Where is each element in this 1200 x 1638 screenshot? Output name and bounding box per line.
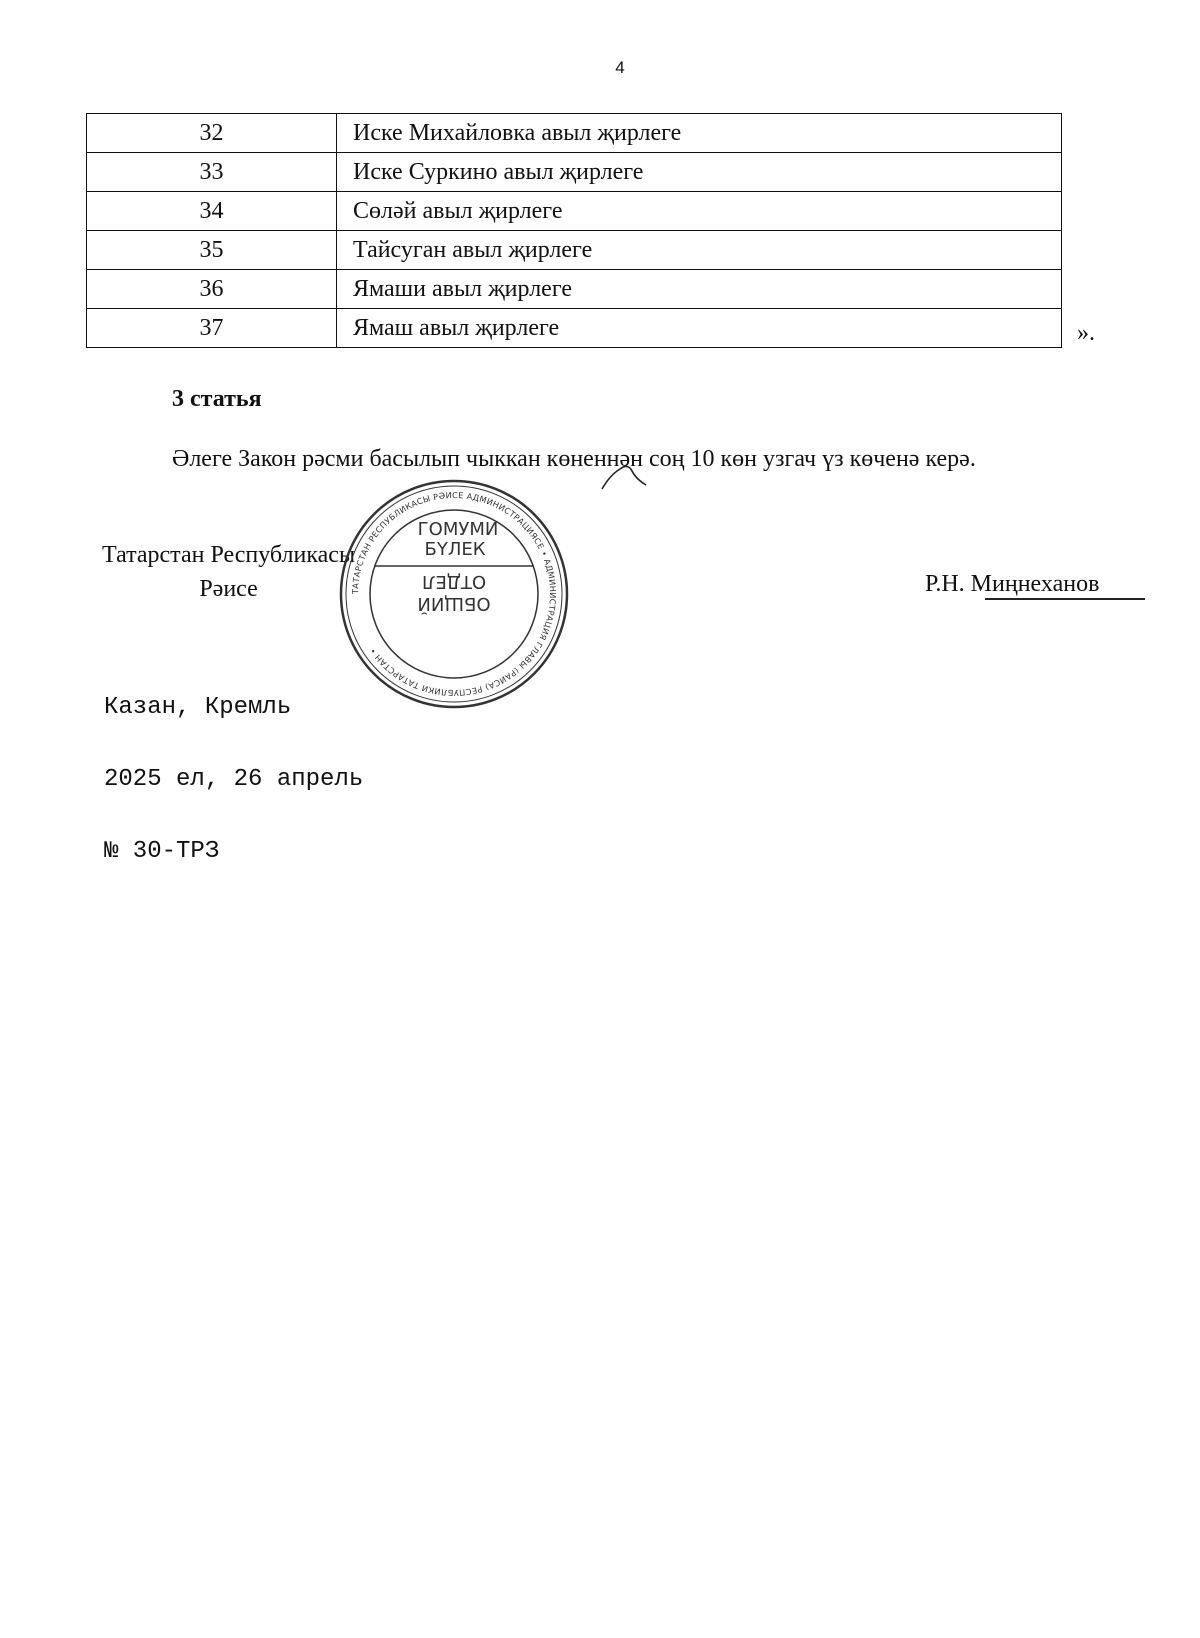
signature-underline [985,598,1145,600]
stamp-line-otdel: ОТДЕЛ [421,571,487,592]
date-line: 2025 ел, 26 апрель [104,766,364,793]
table-row [87,270,1062,309]
table-cell-settlement-name: Ямаш авыл җирлеге [337,309,1062,348]
table-cell-number: 32 [87,114,337,153]
stamp-line-bulek: БҮЛЕК [424,539,486,560]
table-row [87,153,1062,192]
stamp-line-obshchiy: ОБЩИЙ [417,593,491,614]
stamp-line-gomumi: ГОМУМИ [417,519,499,540]
stamp-outer-text: ТАТАРСТАН РЕСПУБЛИКАСЫ РӘИСЕ АДМИНИСТРАЦИЯСЕ • АДМИНИСТРАЦИЯ ГЛАВЫ (РАИСА) РЕСПУБЛИКИ ТАТАРСТАН • [349,489,559,699]
signer-title-line1: Татарстан Республикасы [102,542,356,568]
table-cell-settlement-name: Иске Михайловка авыл җирлеге [337,114,1062,153]
signer-title-line2: Рәисе [199,576,258,602]
table-cell-settlement-name: Иске Суркино авыл җирлеге [337,153,1062,192]
table-row [87,192,1062,231]
table-cell-number: 33 [87,153,337,192]
article-heading: 3 статья [172,386,262,412]
official-stamp [338,478,570,710]
table-cell-number: 35 [87,231,337,270]
page-number: 4 [615,58,625,77]
table-cell-number: 36 [87,270,337,309]
settlements-table-body [87,114,1062,348]
settlements-table [86,113,1062,348]
table-row [87,231,1062,270]
signer-title [102,538,355,606]
table-cell-settlement-name: Тайсуган авыл җирлеге [337,231,1062,270]
article-body: Әлеге Закон рәсми басылып чыккан көненнән соң 10 көн узгач үз көченә керә. [172,446,976,472]
place-date-block [104,648,363,888]
table-cell-settlement-name: Ямаши авыл җирлеге [337,270,1062,309]
law-number-line: № 30-ТРЗ [104,838,220,865]
table-row [87,114,1062,153]
table-cell-number: 37 [87,309,337,348]
table-cell-settlement-name: Сөләй авыл җирлеге [337,192,1062,231]
table-closing-quote: ». [1077,320,1095,346]
table-row [87,309,1062,348]
table-cell-number: 34 [87,192,337,231]
signer-name: Р.Н. Миңнеханов [925,571,1100,597]
place-line: Казан, Кремль [104,694,292,721]
signature-mark [600,455,650,495]
